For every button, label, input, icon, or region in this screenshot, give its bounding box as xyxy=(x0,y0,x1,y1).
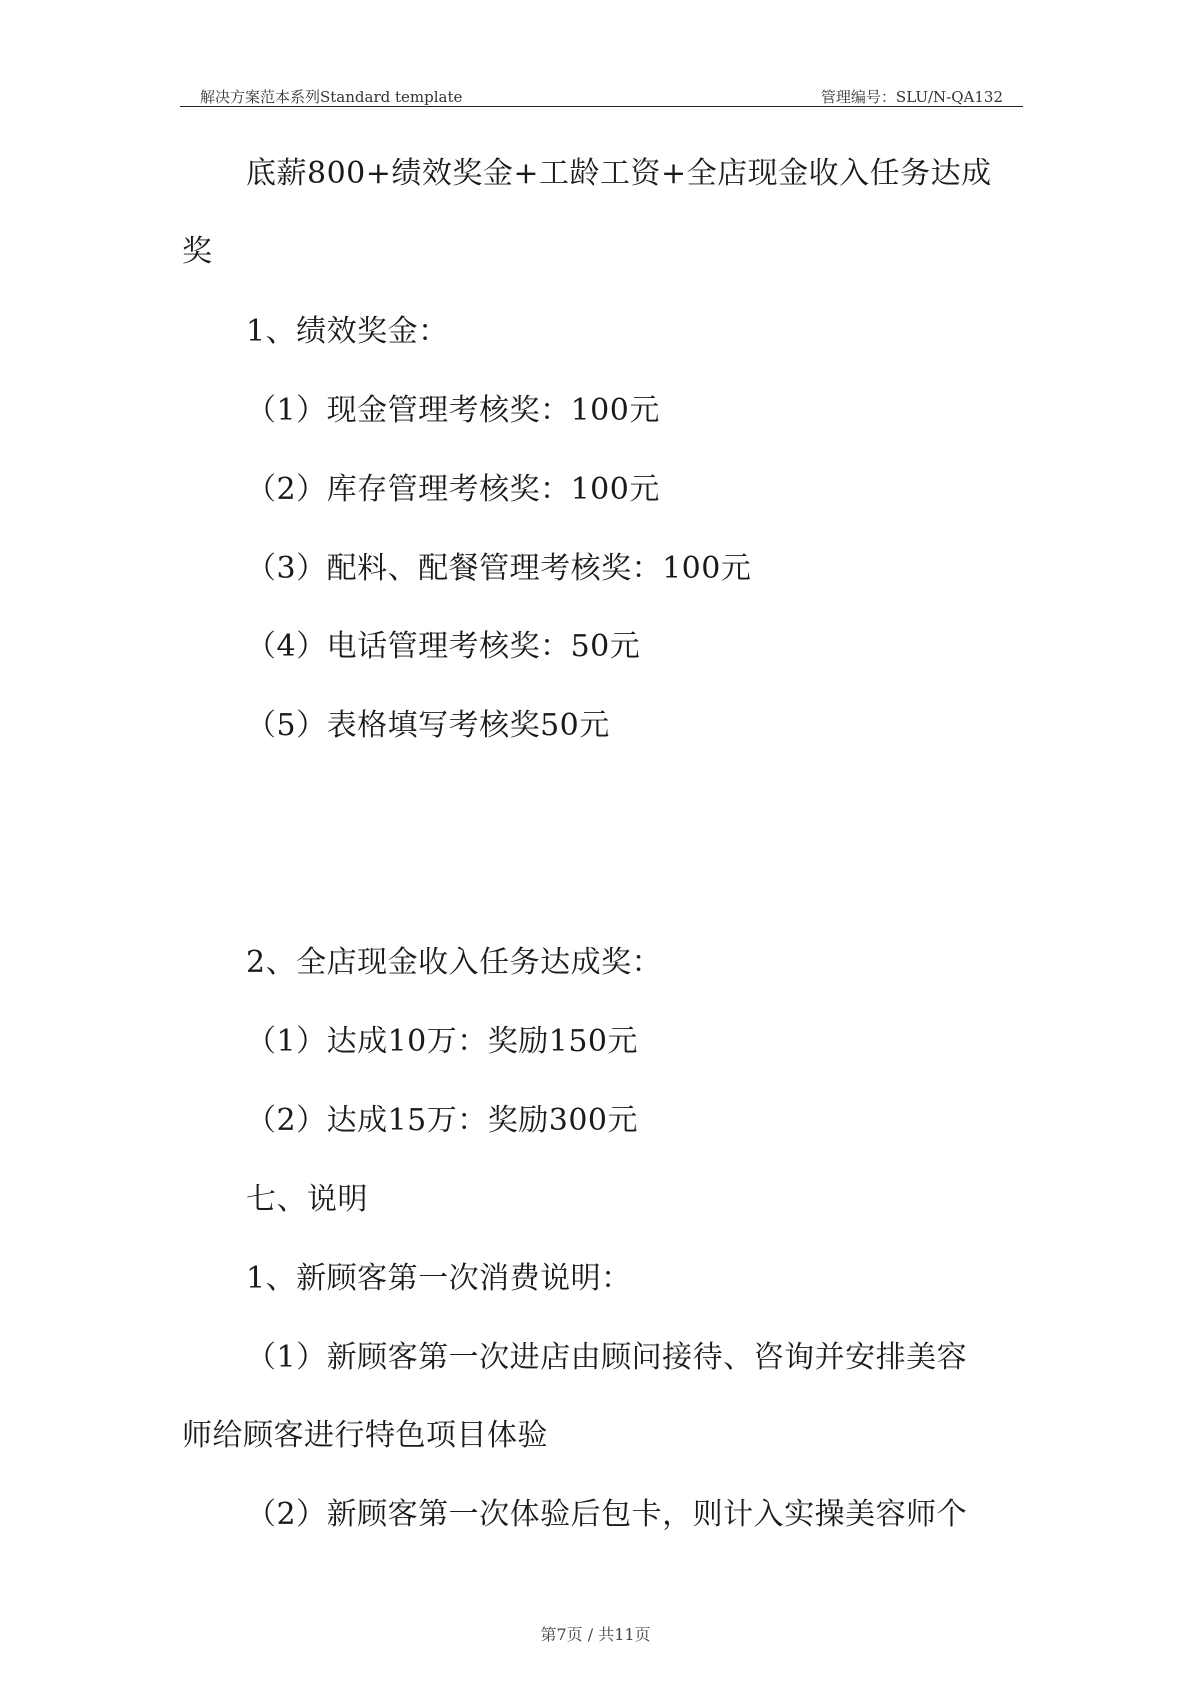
body-line-16: （2）新顾客第一次体验后包卡，则计入实操美容师个 xyxy=(246,1497,968,1532)
list-item-inventory-management: （2）库存管理考核奖：100元 xyxy=(246,472,660,507)
section-heading-cash-target-bonus: 2、全店现金收入任务达成奖： xyxy=(246,945,663,980)
page-header xyxy=(180,86,1023,106)
list-item-phone-management: （4）电话管理考核奖：50元 xyxy=(246,629,641,664)
header-divider xyxy=(180,106,1023,107)
body-line-15: 师给顾客进行特色项目体验 xyxy=(182,1418,548,1453)
list-item-ingredients-management: （3）配料、配餐管理考核奖：100元 xyxy=(246,551,752,586)
header-doc-number: 管理编号：SLU/N-QA132 xyxy=(820,88,1003,106)
body-line-14: （1）新顾客第一次进店由顾问接待、咨询并安排美容 xyxy=(246,1340,968,1375)
list-item-target-100k: （1）达成10万：奖励150元 xyxy=(246,1024,639,1059)
subsection-heading-new-customer: 1、新顾客第一次消费说明： xyxy=(246,1261,632,1296)
list-item-target-150k: （2）达成15万：奖励300元 xyxy=(246,1103,639,1138)
footer-page-number: 第7页 xyxy=(540,1625,583,1644)
page-footer xyxy=(0,1622,1191,1645)
list-item-form-filling: （5）表格填写考核奖50元 xyxy=(246,708,610,743)
list-item-cash-management: （1）现金管理考核奖：100元 xyxy=(246,393,660,428)
section-heading-performance-bonus: 1、绩效奖金： xyxy=(246,314,449,349)
footer-total-pages: 共11页 xyxy=(598,1625,651,1644)
body-line-1: 底薪800+绩效奖金+工龄工资+全店现金收入任务达成 xyxy=(246,156,992,191)
header-series-title: 解决方案范本系列Standard template xyxy=(200,88,463,106)
body-line-2: 奖 xyxy=(182,234,213,269)
footer-separator: / xyxy=(582,1625,599,1644)
section-heading-notes: 七、说明 xyxy=(246,1182,368,1217)
